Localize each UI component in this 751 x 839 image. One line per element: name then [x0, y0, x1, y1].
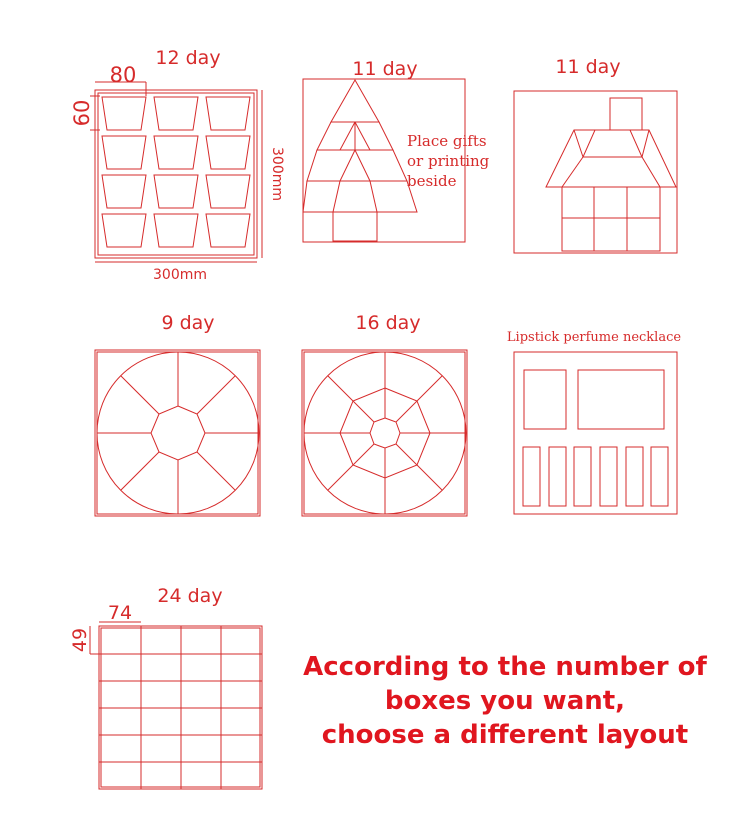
house-roof [546, 130, 676, 187]
9-day-center [151, 406, 205, 460]
trapezoid-cell [102, 175, 146, 208]
trapezoid-cell [154, 175, 198, 208]
tree-line [340, 122, 355, 150]
16-day-center [370, 418, 400, 448]
lipstick-slot [574, 447, 591, 506]
24-day-cell-width-label: 74 [107, 602, 133, 624]
12-day-board [95, 90, 257, 258]
layout-9-day [95, 350, 260, 516]
spoke [328, 376, 374, 422]
12-day-bottom-label: 300mm [153, 267, 207, 283]
trapezoid-cell [154, 214, 198, 247]
layout-11-day-house [514, 91, 677, 253]
tree-tier [331, 80, 379, 122]
tree-line [333, 181, 340, 212]
trapezoid-cell [206, 214, 250, 247]
lipstick-slot [626, 447, 643, 506]
lipstick-board [514, 352, 677, 514]
tree-note-line-3: beside [407, 172, 457, 190]
house-roof-inner [583, 130, 642, 157]
necklace-slot [524, 370, 566, 429]
trapezoid-cell [154, 97, 198, 130]
layout-lipstick-title: Lipstick perfume necklace [506, 330, 682, 345]
tree-note-line-2: or printing [407, 152, 490, 170]
spoke [328, 444, 374, 490]
roof-line [562, 157, 583, 187]
trapezoid-cell [206, 136, 250, 169]
spoke [121, 376, 159, 414]
lipstick-slot [523, 447, 540, 506]
layout-24-day-title: 24 day [157, 585, 223, 607]
layout-24-day [90, 622, 262, 789]
layout-11-day-tree-title: 11 day [352, 58, 418, 80]
trapezoid-cell [102, 214, 146, 247]
12-day-cells [102, 97, 250, 247]
layout-12-day [90, 82, 262, 262]
layout-11-day-house-title: 11 day [555, 56, 621, 78]
layout-12-day-title: 12 day [155, 47, 221, 69]
tree-line [340, 150, 355, 181]
house-board [514, 91, 677, 253]
12-day-cell-height-label: 60 [70, 99, 94, 127]
caption-line-2: boxes you want, [384, 686, 626, 716]
layout-16-day-title: 16 day [355, 312, 421, 334]
tree-line [370, 181, 377, 212]
12-day-board-inner [98, 93, 254, 255]
tree-line [355, 122, 370, 150]
tree-note-line-1: Place gifts [407, 132, 487, 150]
lipstick-slot [600, 447, 617, 506]
spoke [197, 452, 235, 490]
roof-line [574, 130, 583, 157]
12-day-side-label: 300mm [269, 147, 285, 201]
house-body [562, 187, 660, 251]
lipstick-slot [549, 447, 566, 506]
12-day-cell-width-label: 80 [109, 63, 137, 87]
caption-line-3: choose a different layout [321, 720, 689, 750]
tree-line [355, 150, 370, 181]
tree-trunk [333, 212, 377, 241]
layout-caption [285, 650, 725, 752]
tree-tier [303, 181, 417, 212]
roof-line [642, 130, 649, 157]
trapezoid-cell [206, 97, 250, 130]
trapezoid-cell [102, 136, 146, 169]
spoke [396, 376, 442, 422]
trapezoid-cell [154, 136, 198, 169]
24-day-cell-height-label: 49 [69, 627, 91, 653]
trapezoid-cell [206, 175, 250, 208]
layout-16-day [302, 350, 467, 516]
house-chimney [610, 98, 642, 130]
layout-lipstick-perfume-necklace [514, 352, 677, 514]
trapezoid-cell [102, 97, 146, 130]
perfume-slot [578, 370, 664, 429]
spoke [396, 444, 442, 490]
lipstick-slot [651, 447, 668, 506]
spoke [197, 376, 235, 414]
caption-line-1: According to the number of [303, 652, 707, 682]
spoke [121, 452, 159, 490]
layout-9-day-title: 9 day [161, 312, 215, 334]
roof-line [642, 157, 660, 187]
